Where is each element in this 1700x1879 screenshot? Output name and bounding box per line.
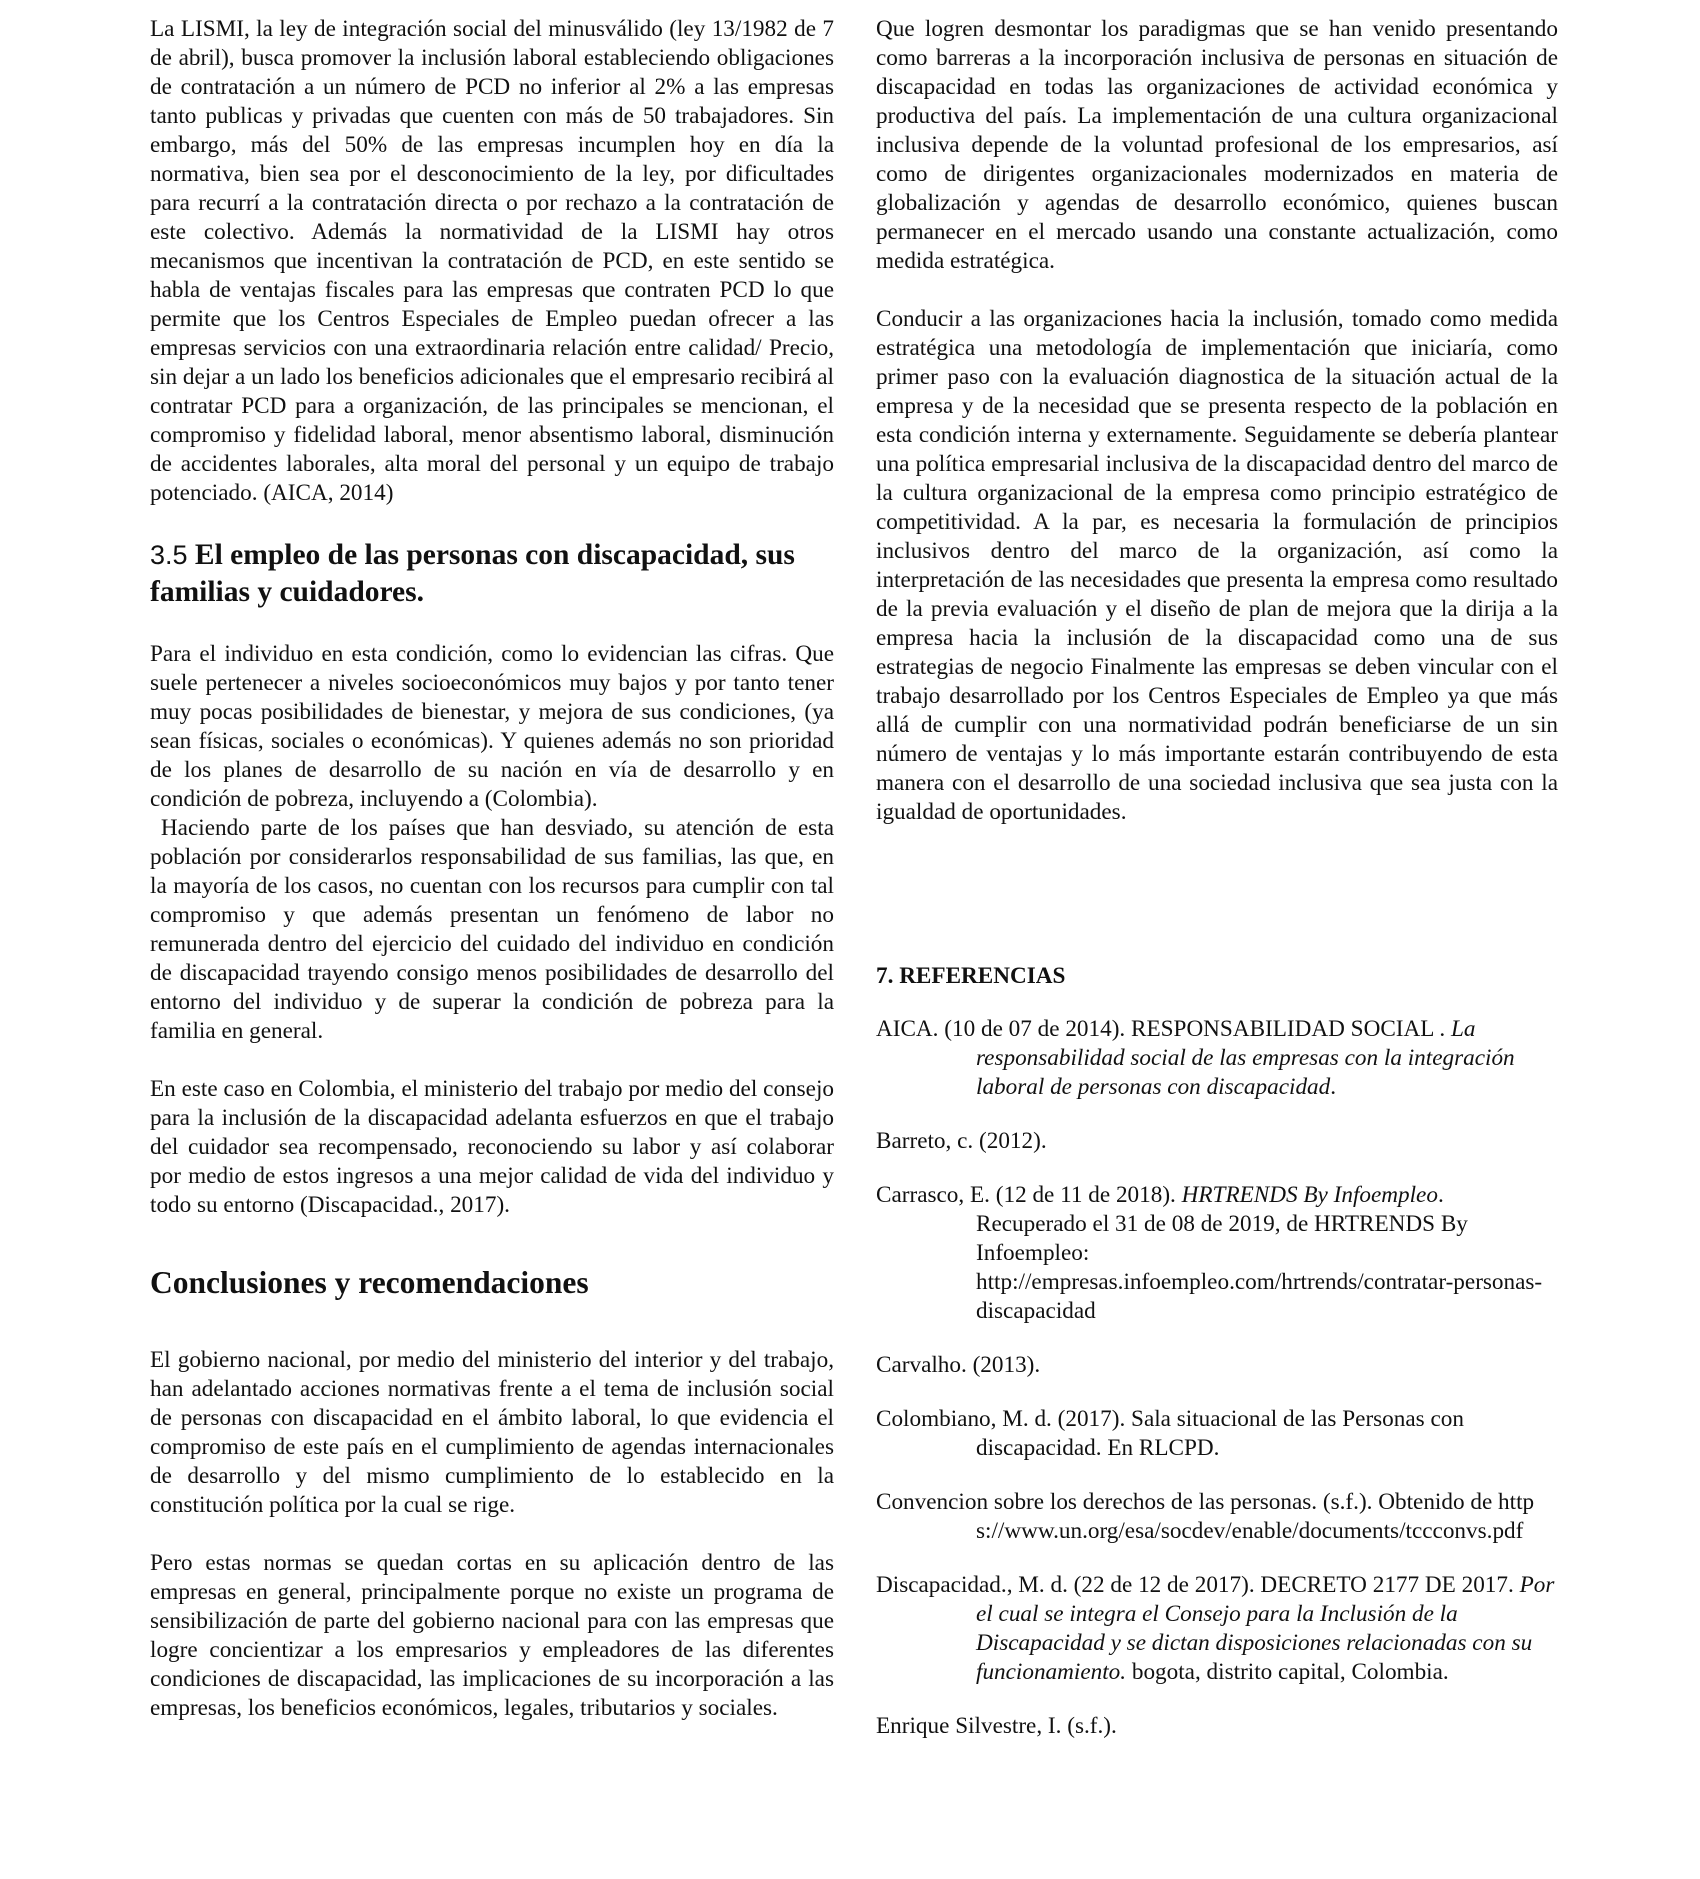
reference-aica: [876, 1015, 1558, 1102]
conclusions-heading: Conclusiones y recomendaciones: [150, 1265, 589, 1300]
reference-title: HRTRENDS By Infoempleo: [1181, 1182, 1438, 1208]
paragraph-gobierno: El gobierno nacional, por medio del ministerio del interior y del trabajo, han adelantado acciones normativas frente a el tema de inclusión social de personas con discapacidad en el ámbito laboral, lo que evidencia el compromiso de este país en el cumplimiento de agendas internacionales de desarrollo y del mismo cumplimiento de lo establecido en la constitución política por la cual se rige.: [150, 1347, 834, 1518]
reference-text: . Recuperado el 31 de 08 de 2019, de HRTRENDS By Infoempleo: http://empresas.infoempleo.com/hrtrends/contratar-personas-discapacidad: [976, 1182, 1543, 1324]
reference-text: bogota, distrito capital, Colombia.: [1126, 1659, 1449, 1685]
paragraph-conducir: Conducir a las organizaciones hacia la inclusión, tomado como medida estratégica una metodología de implementación que iniciaría, como primer paso con la evaluación diagnostica de la situación actual de la empresa y de la necesidad que se presenta respecto de la población en esta condición interna y externamente. Seguidamente se debería plantear una política empresarial inclusiva de la discapacidad dentro del marco de la cultura organizacional de la empresa como principio estratégico de competitividad. A la par, es necesaria la formulación de principios inclusivos dentro del marco de la organización, así como la interpretación de las necesidades que presenta la empresa como resultado de la previa evaluación y el diseño de plan de mejora que la dirija a la empresa hacia la inclusión de la discapacidad como una de sus estrategias de negocio Finalmente las empresas se deben vincular con el trabajo desarrollado por los Centros Especiales de Empleo ya que más allá de cumplir con una normatividad podrán beneficiarse de un sin número de ventajas y lo más importante estarán contribuyendo de esta manera con el desarrollo de una sociedad inclusiva que sea justa con la igualdad de oportunidades.: [876, 306, 1558, 825]
reference-barreto: Barreto, c. (2012).: [876, 1128, 1047, 1154]
paragraph-lismi: La LISMI, la ley de integración social del minusválido (ley 13/1982 de 7 de abril), busca promover la inclusión laboral estableciendo obligaciones de contratación a un número de PCD no inferior al 2% a las empresas tanto publicas y privadas que cuenten con más de 50 trabajadores. Sin embargo, más del 50% de las empresas incumplen hoy en día la normativa, bien sea por el desconocimiento de la ley, por dificultades para recurrí a la contratación directa o por rechazo a la contratación de este colectivo. Además la normatividad de la LISMI hay otros mecanismos que incentivan la contratación de PCD, en este sentido se habla de ventajas fiscales para las empresas que contraten PCD lo que permite que los Centros Especiales de Empleo puedan ofrecer a las empresas servicios con una extraordinaria relación entre calidad/ Precio, sin dejar a un lado los beneficios adicionales que el empresario recibirá al contratar PCD para a organización, de las principales se mencionan, el compromiso y fidelidad laboral, menor absentismo laboral, disminución de accidentes laborales, alta moral del personal y un equipo de trabajo potenciado. (AICA, 2014): [150, 16, 834, 506]
references-heading: 7. REFERENCIAS: [876, 963, 1066, 989]
paragraph-paises: Haciendo parte de los países que han desviado, su atención de esta población por considerarlos responsabilidad de sus familias, las que, en la mayoría de los casos, no cuentan con los recursos para cumplir con tal compromiso y que además presentan un fenómeno de labor no remunerada dentro del ejercicio del cuidado del individuo en condición de discapacidad trayendo consigo menos posibilidades de desarrollo del entorno del individuo y de superar la condición de pobreza para la familia en general.: [150, 815, 840, 1044]
reference-carvalho: Carvalho. (2013).: [876, 1352, 1041, 1378]
paragraph-colombia: En este caso en Colombia, el ministerio del trabajo por medio del consejo para la inclusión de la discapacidad adelanta esfuerzos en que el trabajo del cuidador sea recompensado, reconociendo su labor y así colaborar por medio de estos ingresos a una mejor calidad de vida del individuo y todo su entorno (Discapacidad., 2017).: [150, 1076, 834, 1218]
section-title: El empleo de las personas con discapacidad, sus familias y cuidadores.: [150, 539, 795, 608]
paragraph-paradigmas: Que logren desmontar los paradigmas que se han venido presentando como barreras a la incorporación inclusiva de personas en situación de discapacidad en todas las organizaciones de actividad económica y productiva del país. La implementación de una cultura organizacional inclusiva depende de la voluntad profesional de los empresarios, así como de dirigentes organizacionales modernizados en materia de globalización y agendas de desarrollo económico, quienes buscan permanecer en el mercado usando una constante actualización, como medida estratégica.: [876, 16, 1558, 274]
reference-text: AICA. (10 de 07 de 2014). RESPONSABILIDAD SOCIAL .: [876, 1016, 1451, 1042]
section-number: 3.5: [150, 540, 188, 570]
reference-title: La responsabilidad social de las empresas con la integración laboral de personas con discapacidad: [976, 1016, 1515, 1100]
left-column: [150, 15, 840, 1723]
reference-text: .: [1330, 1074, 1337, 1100]
reference-text: Carrasco, E. (12 de 11 de 2018).: [876, 1182, 1182, 1208]
reference-discapacidad: [876, 1571, 1558, 1687]
section-heading-3-5: [150, 537, 834, 611]
reference-carrasco: [876, 1181, 1558, 1326]
paragraph-normas: Pero estas normas se quedan cortas en su aplicación dentro de las empresas en general, principalmente porque no existe un programa de sensibilización de parte del gobierno nacional para con las empresas que logre concientizar a los empresarios y empleadores de las diferentes condiciones de discapacidad, las implicaciones de su incorporación a las empresas, los beneficios económicos, legales, tributarios y sociales.: [150, 1550, 834, 1721]
reference-enrique-silvestre: Enrique Silvestre, I. (s.f.).: [876, 1713, 1117, 1739]
reference-colombiano: Colombiano, M. d. (2017). Sala situacional de las Personas con discapacidad. En RLCPD.: [876, 1406, 1464, 1461]
reference-convencion: Convencion sobre los derechos de las personas. (s.f.). Obtenido de https://www.un.org/esa/socdev/enable/documents/tccconvs.pdf: [876, 1489, 1535, 1544]
right-column: [876, 15, 1558, 1741]
paragraph-individuo: Para el individuo en esta condición, como lo evidencian las cifras. Que suele pertenecer a niveles socioeconómicos muy bajos y por tanto tener muy pocas posibilidades de bienestar, y mejora de sus condiciones, (ya sean físicas, sociales o económicas). Y quienes además no son prioridad de los planes de desarrollo de su nación en vía de desarrollo y en condición de pobreza, incluyendo a (Colombia).: [150, 641, 834, 812]
reference-text: Discapacidad., M. d. (22 de 12 de 2017). DECRETO 2177 DE 2017.: [876, 1572, 1520, 1598]
reference-title: Por el cual se integra el Consejo para la Inclusión de la Discapacidad y se dictan disposiciones relacionadas con su funcionamiento.: [976, 1572, 1555, 1685]
references-list: [876, 1015, 1558, 1741]
